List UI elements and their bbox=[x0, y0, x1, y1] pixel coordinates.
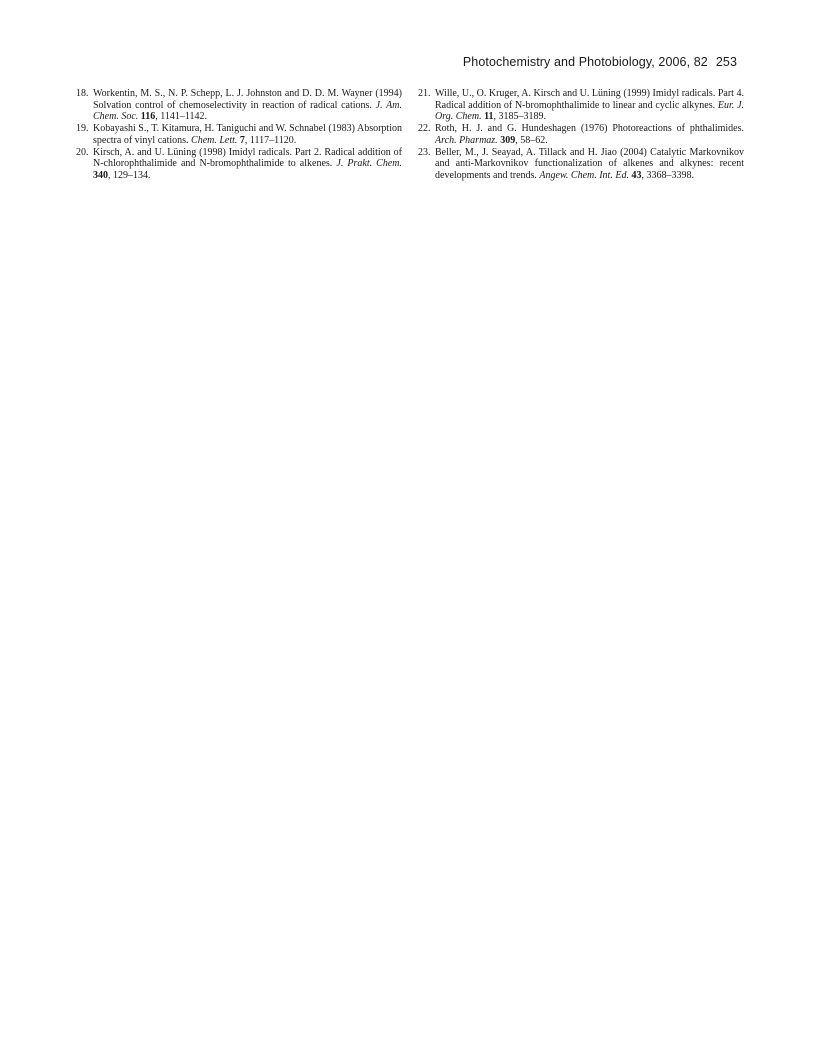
running-header bbox=[463, 55, 737, 69]
reference-number: 23. bbox=[418, 146, 431, 158]
reference-authors: Kobayashi S., T. Kitamura, H. Taniguchi and W. Schnabel (1983) Absorption spectra of vinyl cations. bbox=[93, 123, 402, 146]
reference-number: 20. bbox=[76, 146, 89, 158]
reference-volume: 309 bbox=[500, 134, 516, 146]
reference-pages: , 3185–3189. bbox=[493, 111, 547, 122]
reference-pages: , 1117–1120. bbox=[244, 134, 297, 146]
reference-journal: Eur. J. Org. Chem. bbox=[435, 99, 745, 122]
reference-number: 19. bbox=[76, 123, 89, 134]
reference-number: 18. bbox=[76, 88, 89, 99]
reference-number: 22. bbox=[418, 123, 431, 134]
references-left-column bbox=[76, 88, 402, 182]
reference-volume: 11 bbox=[484, 111, 494, 122]
reference-journal: Arch. Pharmaz. bbox=[435, 134, 498, 146]
reference-volume: 7 bbox=[239, 134, 245, 146]
reference-item bbox=[418, 88, 744, 123]
journal-title: Photochemistry and Photobiology, 2006, 82 bbox=[462, 55, 708, 69]
reference-volume: 116 bbox=[140, 111, 156, 122]
page-number: 253 bbox=[715, 55, 737, 69]
reference-authors: Wille, U., O. Kruger, A. Kirsch and U. Lüning (1999) Imidyl radicals. Part 4. Radical addition of N-bromophthalimide to linear and cyclic alkynes. bbox=[435, 88, 744, 111]
reference-item bbox=[76, 123, 402, 146]
reference-volume: 43 bbox=[631, 169, 642, 181]
reference-pages: , 1141–1142. bbox=[155, 111, 207, 122]
reference-authors: Workentin, M. S., N. P. Schepp, L. J. Johnston and D. D. M. Wayner (1994) Solvation control of chemoselectivity in reaction of radical cations. bbox=[93, 88, 402, 111]
reference-authors: Beller, M., J. Seayad, A. Tillack and H. Jiao (2004) Catalytic Markovnikov and anti-Markovnikov functionalization of alkenes and alkynes: recent developments and trends. bbox=[435, 146, 744, 181]
reference-pages: , 58–62. bbox=[515, 134, 548, 146]
reference-pages: , 3368–3398. bbox=[641, 169, 694, 181]
reference-number: 21. bbox=[418, 88, 431, 99]
reference-authors: Kirsch, A. and U. Lüning (1998) Imidyl radicals. Part 2. Radical addition of N-chlorophthalimide and N-bromophthalimide to alkenes. bbox=[93, 146, 402, 169]
reference-item bbox=[76, 88, 402, 123]
reference-item bbox=[418, 123, 744, 146]
references-right-column bbox=[418, 88, 744, 182]
reference-journal: J. Prakt. Chem. bbox=[336, 158, 403, 169]
reference-pages: , 129–134. bbox=[108, 169, 151, 181]
reference-volume: 340 bbox=[93, 169, 108, 181]
reference-journal: J. Am. Chem. Soc. bbox=[93, 99, 402, 122]
reference-authors: Roth, H. J. and G. Hundeshagen (1976) Photoreactions of phthalimides. bbox=[435, 123, 744, 134]
reference-item bbox=[418, 147, 744, 182]
reference-journal: Angew. Chem. Int. Ed. bbox=[539, 169, 629, 181]
reference-journal: Chem. Lett. bbox=[191, 134, 238, 146]
reference-item bbox=[76, 147, 402, 182]
